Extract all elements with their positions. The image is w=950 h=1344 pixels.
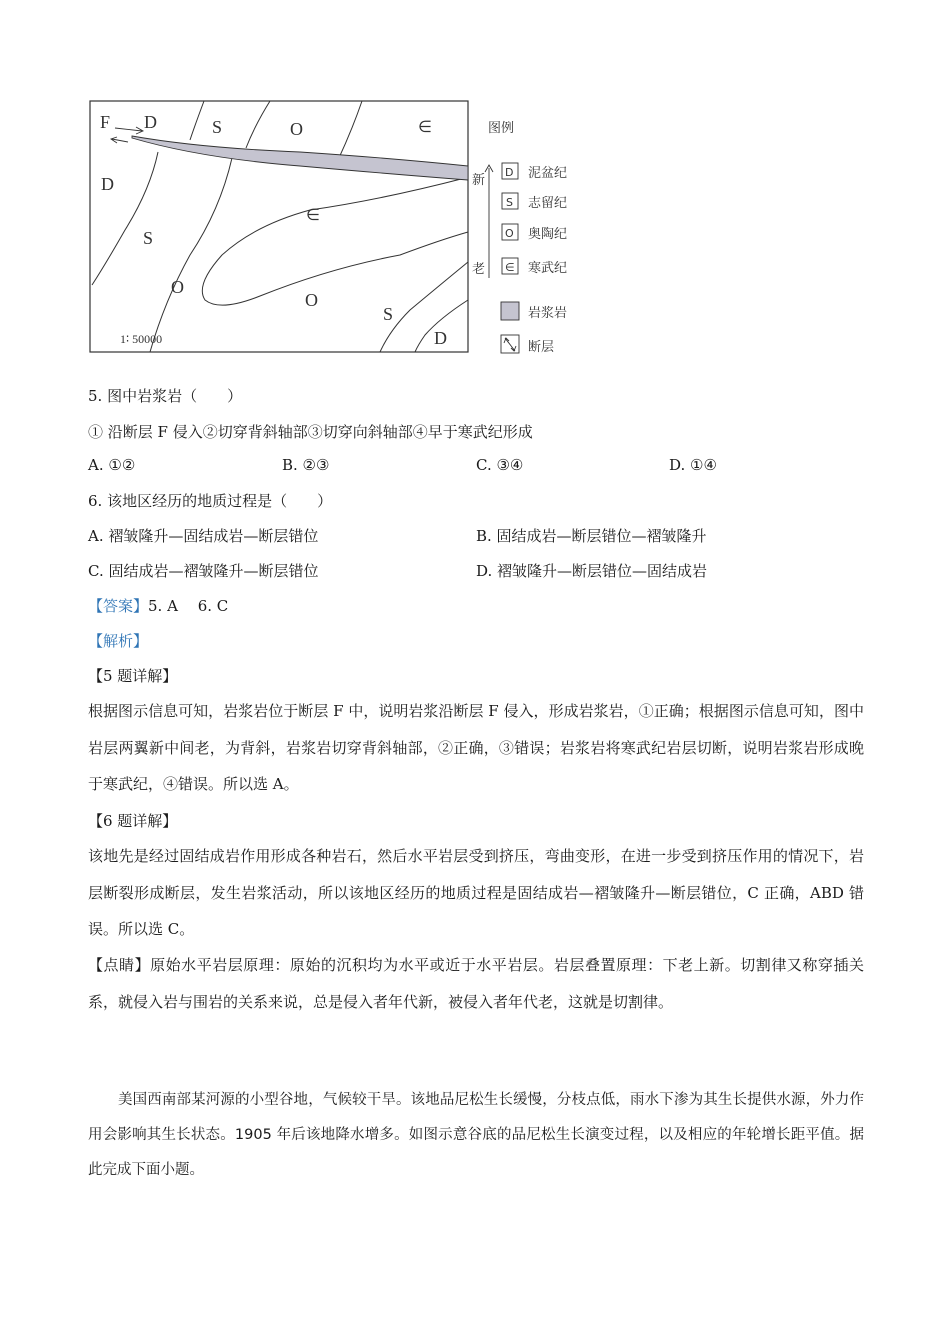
answer-text: 5. A 6. C [148,597,229,615]
legend-title: 图例 [488,121,515,136]
tip-text: 原始水平岩层原理：原始的沉积均为水平或近于水平岩层。岩层叠置原理：下老上新。切割律又称穿插关系，就侵入岩与围岩的关系来说，总是侵入者年代新，被侵入者年代老，这就是切割律。 [88,956,864,1011]
q6-option-b: B. 固结成岩—断层错位—褶皱隆升 [476,527,707,545]
magma-swatch [501,302,519,320]
detail6-title: 【6 题详解】 [88,812,178,830]
answer-label: 【答案】 [88,597,149,615]
fault-symbol-icon [504,338,516,351]
fault-arrow-icon [115,127,143,134]
svg-text:S: S [506,196,513,209]
tip-label: 【点睛】 [88,956,151,974]
detail5-title: 【5 题详解】 [88,667,178,685]
region-label: ∈ [418,119,432,136]
q6-option-d: D. 褶皱隆升—断层错位—固结成岩 [476,562,708,580]
q5-option-b: B. ②③ [282,456,330,474]
q6-option-a: A. 褶皱隆升—固结成岩—断层错位 [88,527,319,545]
q5-option-a: A. ①② [88,456,136,474]
detail6-text: 该地先是经过固结成岩作用形成各种岩石，然后水平岩层受到挤压，弯曲变形，在进一步受到挤压作用的情况下，岩层断裂形成断层，发生岩浆活动，所以该地区经历的地质过程是固结成岩—褶皱隆升—断层错位，C 正确，ABD 错误。所以选 C。 [88,847,864,938]
boundary-line [92,152,158,285]
magma-body [132,136,468,180]
legend-devonian: 泥盆纪 [528,166,568,181]
legend-ordovician: 奥陶纪 [528,227,568,242]
region-label: D [144,112,157,132]
svg-text:∈: ∈ [505,261,515,274]
detail5-text: 根据图示信息可知，岩浆岩位于断层 F 中，说明岩浆沿断层 F 侵入，形成岩浆岩，①正确；根据图示信息可知，图中岩层两翼新中间老，为背斜，岩浆岩切穿背斜轴部，②正确，③错误；岩浆岩将寒武纪岩层切断，说明岩浆岩形成晚于寒武纪，④错误。所以选 A。 [88,702,864,793]
legend-old: 老 [472,262,486,277]
q6-option-c: C. 固结成岩—褶皱隆升—断层错位 [88,562,319,580]
region-label: S [212,117,223,137]
svg-text:D: D [505,166,514,179]
region-label: S [143,228,154,248]
boundary-line [190,101,204,140]
geologic-map [85,95,585,360]
region-label: D [101,174,114,194]
scale-label: 1∶ 50000 [120,332,163,346]
boundary-line [246,101,270,148]
region-label: ∈ [306,207,320,224]
q5-option-d: D. ①④ [669,456,717,474]
fault-arrow-icon [111,137,128,143]
boundary-line [150,158,232,352]
q5-option-c: C. ③④ [476,456,524,474]
answer-line [88,596,228,616]
region-label: S [383,304,394,324]
svg-text:O: O [505,227,514,240]
boundary-line [338,101,362,160]
region-label: O [290,119,303,139]
boundary-line [202,178,468,305]
q5-items: ① 沿断层 F 侵入②切穿背斜轴部③切穿向斜轴部④早于寒武纪形成 [88,423,533,441]
legend-fault: 断层 [528,340,555,355]
tip-paragraph [88,947,864,1020]
legend-magma: 岩浆岩 [528,306,568,321]
next-intro: 美国西南部某河源的小型谷地，气候较干旱。该地品尼松生长缓慢，分枝点低，雨水下渗为其生长提供水源，外力作用会影响其生长状态。1905 年后该地降水增多。如图示意谷底的品尼松生长演变过程，以及相应的年轮增长距平值。据此完成下面小题。 [88,1092,864,1178]
q6-stem: 6. 该地区经历的地质过程是（ ） [88,492,333,510]
boundary-line [380,262,468,352]
q5-stem: 5. 图中岩浆岩（ ） [88,387,243,405]
legend-new: 新 [472,173,486,188]
analysis-label: 【解析】 [88,632,149,650]
region-label: D [434,328,447,348]
legend-cambrian: 寒武纪 [528,261,568,276]
region-label: O [171,277,184,297]
fault-label: F [100,112,111,132]
legend-silurian: 志留纪 [528,196,568,211]
region-label: O [305,290,318,310]
